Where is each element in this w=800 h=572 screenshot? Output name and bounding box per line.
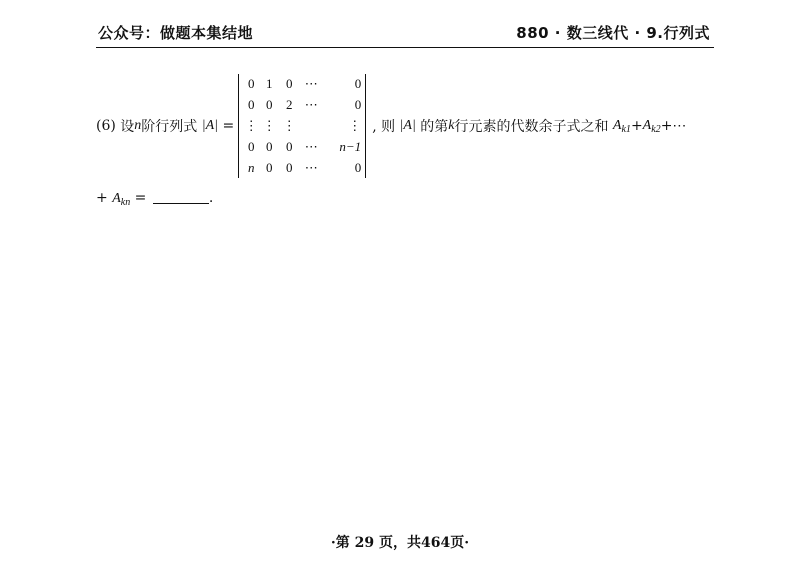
matrix-cell: 0 xyxy=(247,139,255,154)
det-label: |A| xyxy=(201,118,218,133)
cofactor-1: $A_{k1}$ xyxy=(612,117,631,135)
header-section: 880 · 数三线代 · 9.行列式 xyxy=(516,24,710,42)
equals-sign: = xyxy=(222,118,235,134)
matrix-cell: 0 xyxy=(247,97,255,112)
page-header xyxy=(96,14,714,48)
header-source: 公众号：做题本集结地 xyxy=(98,24,254,42)
matrix-cell: n xyxy=(247,160,255,175)
matrix-cell: 0 xyxy=(354,97,362,112)
line2-end: . xyxy=(208,190,214,206)
matrix-cell: 0 xyxy=(265,97,273,112)
matrix-cell: ⋮ xyxy=(244,118,258,133)
matrix-cell: ⋮ xyxy=(262,118,276,133)
text-a: 的第 xyxy=(420,119,449,135)
var-k: k xyxy=(448,118,455,133)
problem-number: (6) xyxy=(96,118,116,134)
problem-line-1 xyxy=(96,72,686,180)
matrix-cell: 0 xyxy=(354,160,362,175)
text-b: 行元素的代数余子式之和 xyxy=(454,119,609,135)
det-label-2: |A| xyxy=(399,118,416,133)
determinant-matrix xyxy=(238,74,366,178)
matrix-cell: 2 xyxy=(285,97,293,112)
matrix-cell: ⋯ xyxy=(304,76,318,91)
problem-line-2 xyxy=(96,190,213,208)
matrix-cell: 0 xyxy=(285,139,293,154)
plus-1: + xyxy=(630,118,643,134)
intro-mid: 阶行列式 xyxy=(141,119,198,135)
matrix-row xyxy=(239,160,365,180)
line2-plus: + xyxy=(96,190,108,206)
matrix-cell: 0 xyxy=(354,76,362,91)
cofactor-2: $A_{k2}$ xyxy=(642,117,661,135)
matrix-row xyxy=(239,97,365,117)
matrix-cell: n−1 xyxy=(339,139,362,154)
matrix-cell: ⋯ xyxy=(304,97,318,112)
matrix-cell: 0 xyxy=(285,160,293,175)
cofactor-n: $A_{kn}$ xyxy=(112,191,131,208)
matrix-cell: 0 xyxy=(285,76,293,91)
matrix-cell: ⋯ xyxy=(304,139,318,154)
matrix-row xyxy=(239,139,365,159)
matrix-cell: ⋮ xyxy=(282,118,296,133)
answer-blank xyxy=(153,191,209,204)
intro-prefix: 设 xyxy=(120,119,135,135)
line2-equals: = xyxy=(134,190,147,206)
matrix-row xyxy=(239,118,365,138)
plus-dots: +⋯ xyxy=(660,118,687,134)
matrix-cell: 0 xyxy=(247,76,255,91)
page-footer: ·第 29 页，共464页· xyxy=(330,535,470,551)
header-rule xyxy=(96,47,714,48)
after-det-text: , 则 xyxy=(372,119,396,135)
matrix-cell: 0 xyxy=(265,139,273,154)
matrix-cell: ⋯ xyxy=(304,160,318,175)
matrix-cell: ⋮ xyxy=(348,118,362,133)
matrix-cell: 1 xyxy=(265,76,273,91)
matrix-cell: 0 xyxy=(265,160,273,175)
matrix-row xyxy=(239,76,365,96)
var-n: n xyxy=(134,118,142,133)
problem-6 xyxy=(96,72,716,208)
